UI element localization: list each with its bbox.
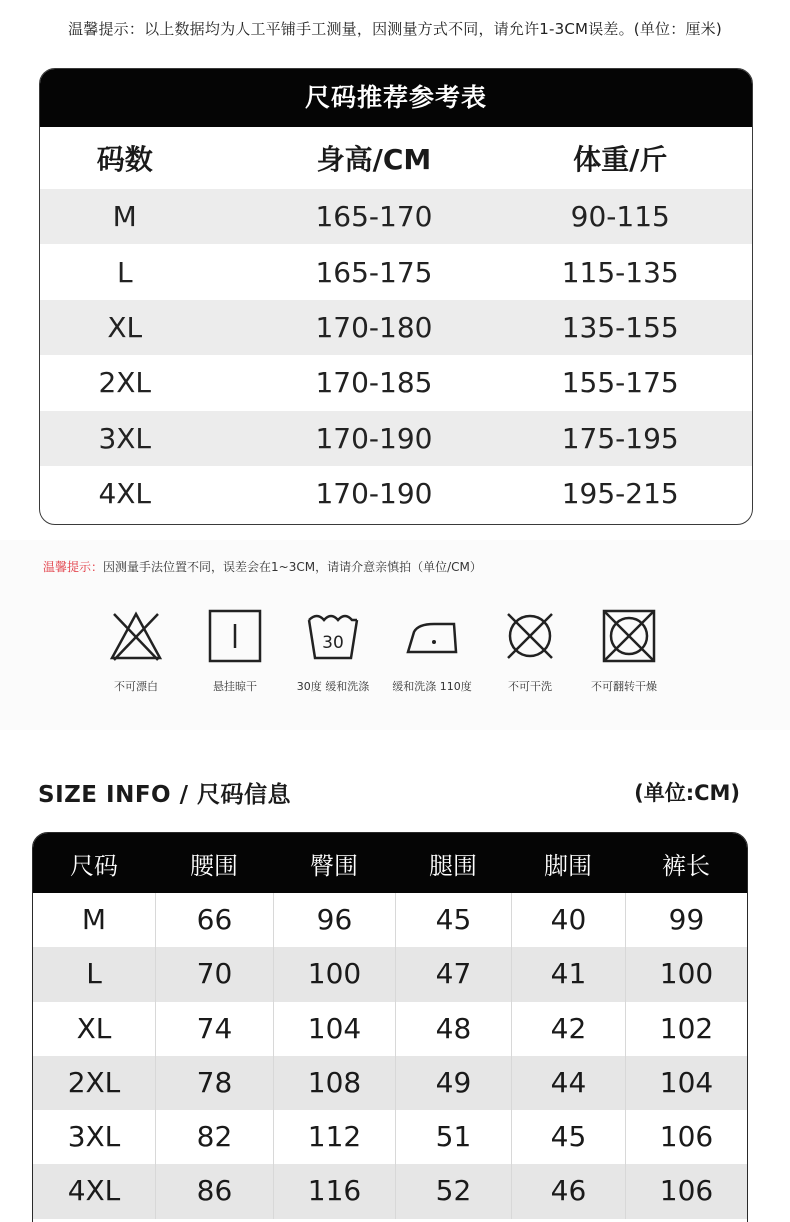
leg-opening-cell: 42 <box>511 1002 625 1056</box>
table-row <box>40 411 752 466</box>
thigh-cell: 51 <box>395 1110 511 1164</box>
care-note-prefix: 温馨提示： <box>43 560 104 574</box>
table-row <box>33 947 747 1001</box>
care-label: 缓和洗涤 110度 <box>392 680 472 693</box>
size-cell: 3XL <box>98 421 152 455</box>
no-bleach-icon <box>108 608 164 664</box>
table-row <box>33 893 747 947</box>
hip-cell: 112 <box>273 1110 395 1164</box>
waist-cell: 78 <box>155 1056 273 1110</box>
size-cell: L <box>86 957 102 991</box>
size-cell: L <box>116 255 133 289</box>
size-cell: XL <box>107 310 143 344</box>
care-note-text: 因测量手法位置不同，误差会在1~3CM，请请介意亲慎拍（单位/CM） <box>103 560 482 574</box>
height-cell: 170-185 <box>315 366 433 400</box>
leg-opening-cell: 44 <box>511 1056 625 1110</box>
table-row <box>40 189 752 244</box>
top-note: 温馨提示：以上数据均为人工平铺手工测量，因测量方式不同，请允许1-3CM误差。(单位：厘米) <box>68 20 722 38</box>
hip-cell: 108 <box>273 1056 395 1110</box>
size-cell: XL <box>76 1011 112 1045</box>
height-cell: 165-175 <box>315 255 433 289</box>
header-length: 裤长 <box>662 851 710 880</box>
size-info-table <box>32 832 748 1222</box>
size-cell: M <box>81 903 107 936</box>
thigh-cell: 48 <box>395 1002 511 1056</box>
header-height: 身高/CM <box>316 143 432 176</box>
thigh-cell: 49 <box>395 1056 511 1110</box>
header-thigh: 腿围 <box>429 851 477 880</box>
size-cell: 2XL <box>67 1065 121 1099</box>
care-label: 不可翻转干燥 <box>591 680 657 693</box>
height-cell: 165-170 <box>315 200 433 234</box>
weight-cell: 135-155 <box>561 310 679 344</box>
no-tumble-dry-icon <box>601 608 657 664</box>
leg-opening-cell: 46 <box>511 1164 625 1218</box>
size-cell: 2XL <box>98 366 152 400</box>
height-cell: 170-190 <box>315 421 433 455</box>
wash-30-icon <box>305 608 361 664</box>
header-weight: 体重/斤 <box>573 143 668 176</box>
hip-cell: 100 <box>273 947 395 1001</box>
weight-cell: 195-215 <box>561 477 679 511</box>
header-size: 码数 <box>96 143 153 176</box>
header-waist: 腰围 <box>190 851 238 880</box>
recommend-header-row <box>40 127 752 189</box>
size-info-title: SIZE INFO / 尺码信息 <box>38 782 292 808</box>
size-info-unit: (单位:CM) <box>634 781 740 805</box>
size-cell: 3XL <box>67 1120 121 1154</box>
length-cell: 104 <box>625 1056 747 1110</box>
hang-dry-icon <box>207 608 263 664</box>
wash-temp-label: 30 <box>322 633 344 653</box>
table-row <box>40 466 752 521</box>
weight-cell: 115-135 <box>561 255 679 289</box>
height-cell: 170-190 <box>315 477 433 511</box>
thigh-cell: 47 <box>395 947 511 1001</box>
hip-cell: 116 <box>273 1164 395 1218</box>
waist-cell: 82 <box>155 1110 273 1164</box>
table-row <box>40 355 752 410</box>
recommend-title: 尺码推荐参考表 <box>40 69 752 127</box>
leg-opening-cell: 41 <box>511 947 625 1001</box>
hip-cell: 104 <box>273 1002 395 1056</box>
height-cell: 170-180 <box>315 310 433 344</box>
waist-cell: 66 <box>155 893 273 947</box>
care-note <box>43 558 482 575</box>
weight-cell: 155-175 <box>561 366 679 400</box>
weight-cell: 90-115 <box>570 200 670 234</box>
table-row <box>33 1110 747 1164</box>
table-row <box>33 1056 747 1110</box>
care-label: 悬挂晾干 <box>213 680 257 693</box>
table-row <box>33 1164 747 1218</box>
waist-cell: 86 <box>155 1164 273 1218</box>
iron-icon <box>404 608 460 664</box>
leg-opening-cell: 45 <box>511 1110 625 1164</box>
table-row <box>40 300 752 355</box>
length-cell: 102 <box>625 1002 747 1056</box>
size-cell: M <box>112 200 137 234</box>
length-cell: 106 <box>625 1110 747 1164</box>
length-cell: 106 <box>625 1164 747 1218</box>
table-row <box>33 1002 747 1056</box>
no-dry-clean-icon <box>502 608 558 664</box>
size-recommend-table <box>39 68 753 525</box>
size-cell: 4XL <box>67 1174 121 1208</box>
length-cell: 99 <box>625 893 747 947</box>
care-label: 不可干洗 <box>508 680 552 693</box>
care-label: 不可漂白 <box>114 680 158 693</box>
leg-opening-cell: 40 <box>511 893 625 947</box>
waist-cell: 74 <box>155 1002 273 1056</box>
thigh-cell: 45 <box>395 893 511 947</box>
length-cell: 100 <box>625 947 747 1001</box>
hip-cell: 96 <box>273 893 395 947</box>
size-header-row <box>33 833 747 893</box>
header-hip: 臀围 <box>310 851 358 880</box>
header-size: 尺码 <box>70 851 118 880</box>
table-row <box>40 244 752 299</box>
waist-cell: 70 <box>155 947 273 1001</box>
care-label: 30度 缓和洗涤 <box>296 680 370 693</box>
thigh-cell: 52 <box>395 1164 511 1218</box>
header-leg-opening: 脚围 <box>544 851 592 880</box>
weight-cell: 175-195 <box>561 421 679 455</box>
size-cell: 4XL <box>98 477 152 511</box>
